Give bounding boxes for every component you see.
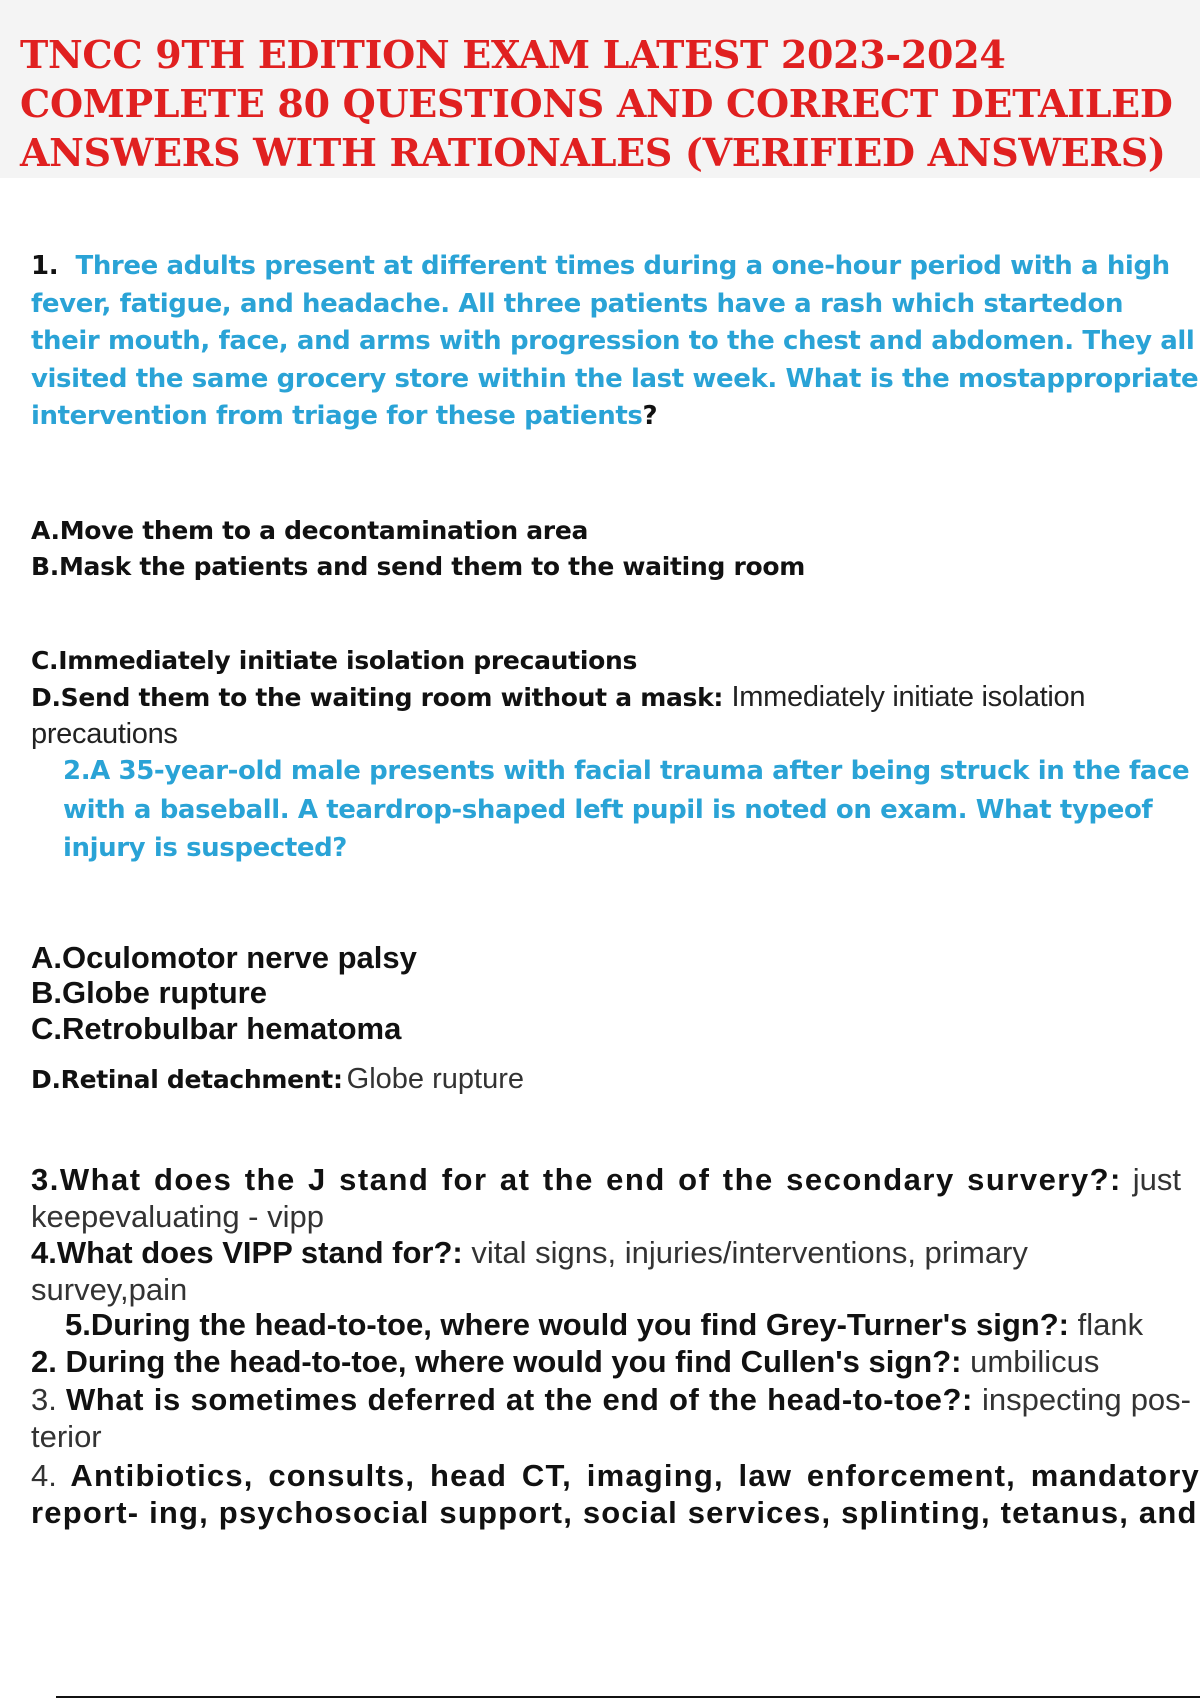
question-5-text: 5.During the head-to-toe, where would you find Grey-Turner's sign?: xyxy=(65,1307,1070,1342)
numbered-item-2-text: During the head-to-toe, where would you find Cullen's sign?: xyxy=(65,1344,962,1379)
bottom-divider xyxy=(56,1696,1200,1698)
numbered-item-4-number: 4. xyxy=(31,1458,57,1493)
q1-option-c: C.Immediately initiate isolation precautions xyxy=(31,646,638,675)
question-4 xyxy=(31,1234,1151,1308)
document-title: TNCC 9TH EDITION EXAM LATEST 2023-2024 COMPLETE 80 QUESTIONS AND CORRECT DETAILED ANSWERS WITH RATIONALES (VERIFIED ANSWERS) xyxy=(20,32,1173,175)
q2-option-d-label: D.Retinal detachment: xyxy=(31,1065,343,1094)
q1-option-d xyxy=(31,679,1191,753)
question-5 xyxy=(65,1306,1200,1343)
numbered-item-4 xyxy=(31,1457,1200,1531)
numbered-item-3-text: What is sometimes deferred at the end of the head-to-toe?: xyxy=(65,1382,973,1417)
q1-option-d-label: D.Send them to the waiting room without a mask: xyxy=(31,683,724,712)
question-3 xyxy=(31,1161,1181,1235)
numbered-item-2-number: 2. xyxy=(31,1344,57,1379)
q1-answer: Immediately initiate isolation precautions xyxy=(31,681,1086,750)
q2-option-b: B.Globe rupture xyxy=(31,975,267,1010)
question-5-answer: flank xyxy=(1077,1307,1144,1342)
numbered-item-3-answer: inspecting pos-terior xyxy=(31,1382,1191,1454)
question-4-text: 4.What does VIPP stand for?: xyxy=(31,1235,463,1270)
question-1-number: 1. xyxy=(31,251,59,281)
q2-option-c: C.Retrobulbar hematoma xyxy=(31,1011,402,1046)
question-3-text: 3.What does the J stand for at the end of the secondary survery?: xyxy=(31,1162,1122,1197)
question-1-text: Three adults present at different times during a one-hour period with a high fever, fatigue, and headache. All three patients have a rash which startedon their mouth, face, and arms with progression to the chest and abdomen. They all visited the same grocery store within the last week. What is the mostappropriate intervention from triage for these patients xyxy=(31,251,1199,431)
question-3-answer: just keepevaluating - vipp xyxy=(31,1162,1181,1234)
question-1 xyxy=(31,248,1200,436)
numbered-item-3-number: 3. xyxy=(31,1382,57,1417)
question-1-mark: ? xyxy=(642,401,658,431)
question-4-answer: vital signs, injuries/interventions, primary survey,pain xyxy=(31,1235,1028,1307)
question-2: 2.A 35-year-old male presents with facial trauma after being struck in the face with a baseball. A teardrop-shaped left pupil is noted on exam. What typeof injury is suspected? xyxy=(63,756,1190,863)
q2-answer: Globe rupture xyxy=(346,1063,524,1095)
q1-option-a: A.Move them to a decontamination area xyxy=(31,516,589,545)
q1-option-b: B.Mask the patients and send them to the waiting room xyxy=(31,552,805,581)
numbered-item-2 xyxy=(31,1343,1200,1380)
numbered-item-3 xyxy=(31,1381,1191,1455)
q2-option-a: A.Oculomotor nerve palsy xyxy=(31,940,417,975)
q2-option-d xyxy=(31,1062,524,1098)
numbered-item-4-text: Antibiotics, consults, head CT, imaging, law enforcement, mandatory report- ing, psychosocial support, social services, splinting, tetanus, and xyxy=(31,1458,1200,1530)
numbered-item-2-answer: umbilicus xyxy=(970,1344,1100,1379)
